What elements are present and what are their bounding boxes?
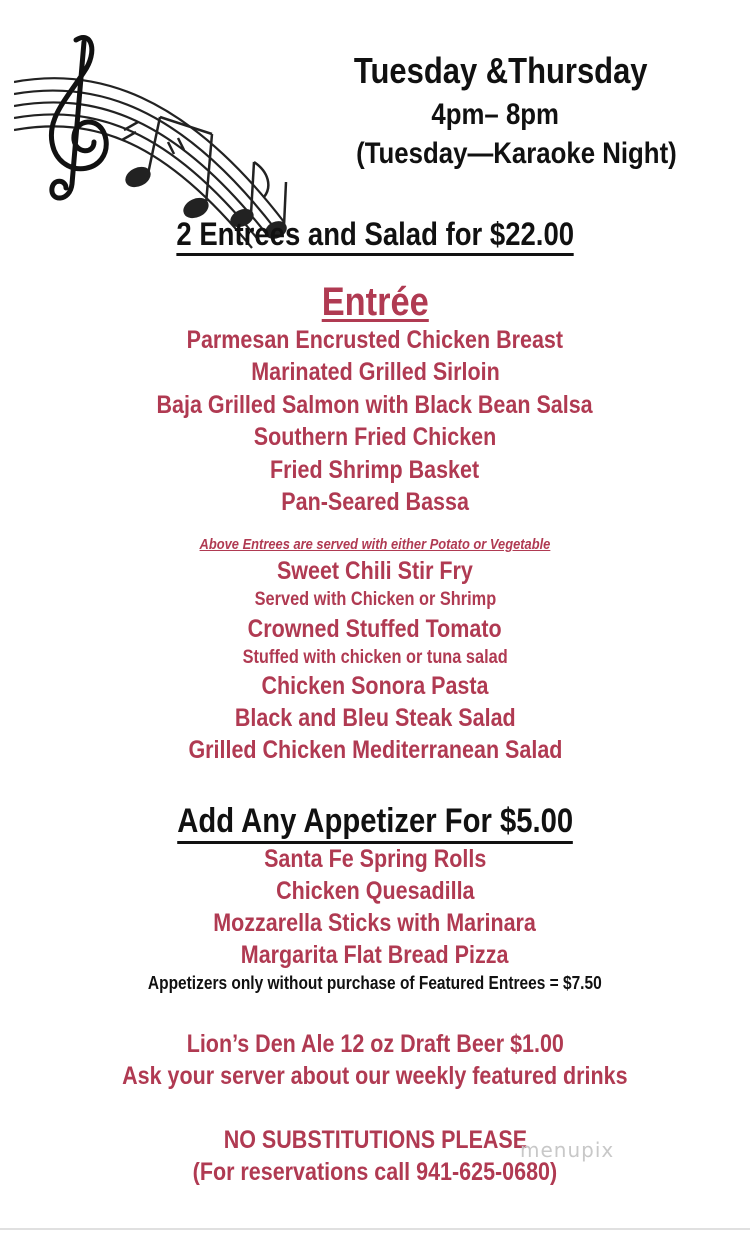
entree-item-desc: Served with Chicken or Shrimp xyxy=(254,589,496,610)
entree-item: Marinated Grilled Sirloin xyxy=(250,358,500,386)
entree-item: Crowned Stuffed Tomato xyxy=(247,615,502,643)
entree-item: Chicken Sonora Pasta xyxy=(261,672,489,700)
entree-item: Black and Bleu Steak Salad xyxy=(234,704,516,732)
appetizer-item: Margarita Flat Bread Pizza xyxy=(241,941,509,969)
entree-heading: Entrée xyxy=(321,280,429,324)
no-substitutions-text: NO SUBSTITUTIONS PLEASE xyxy=(223,1126,527,1154)
appetizer-item: Santa Fe Spring Rolls xyxy=(263,845,487,873)
entree-item: Grilled Chicken Mediterranean Salad xyxy=(188,736,562,764)
reservations-text: (For reservations call 941-625-0680) xyxy=(192,1158,558,1186)
days-heading: Tuesday &Thursday xyxy=(353,50,648,91)
appetizer-item: Mozzarella Sticks with Marinara xyxy=(213,909,537,937)
entree-item: Pan-Seared Bassa xyxy=(281,488,469,516)
featured-drinks-text: Ask your server about our weekly featured drinks xyxy=(122,1062,628,1090)
entree-item: Parmesan Encrusted Chicken Breast xyxy=(186,326,564,354)
entree-sides-note: Above Entrees are served with either Potato or Vegetable xyxy=(199,536,551,553)
beer-special: Lion’s Den Ale 12 oz Draft Beer $1.00 xyxy=(186,1030,564,1058)
entree-item: Southern Fried Chicken xyxy=(253,423,497,451)
hours-text: 4pm– 8pm xyxy=(431,98,559,131)
entree-item: Sweet Chili Stir Fry xyxy=(277,557,473,585)
entree-item: Baja Grilled Salmon with Black Bean Salsa xyxy=(156,391,594,419)
karaoke-text: (Tuesday—Karaoke Night) xyxy=(356,137,677,170)
appetizer-heading: Add Any Appetizer For $5.00 xyxy=(0,802,750,844)
appetizer-item: Chicken Quesadilla xyxy=(275,877,475,905)
menupix-watermark: menupix xyxy=(520,1138,615,1162)
entree-item-desc: Stuffed with chicken or tuna salad xyxy=(242,647,508,668)
appetizer-price-note: Appetizers only without purchase of Featured Entrees = $7.50 xyxy=(148,973,602,993)
deal-heading: 2 Entrees and Salad for $22.00 xyxy=(0,216,750,256)
bottom-divider xyxy=(0,1228,750,1230)
entree-item: Fried Shrimp Basket xyxy=(270,456,480,484)
